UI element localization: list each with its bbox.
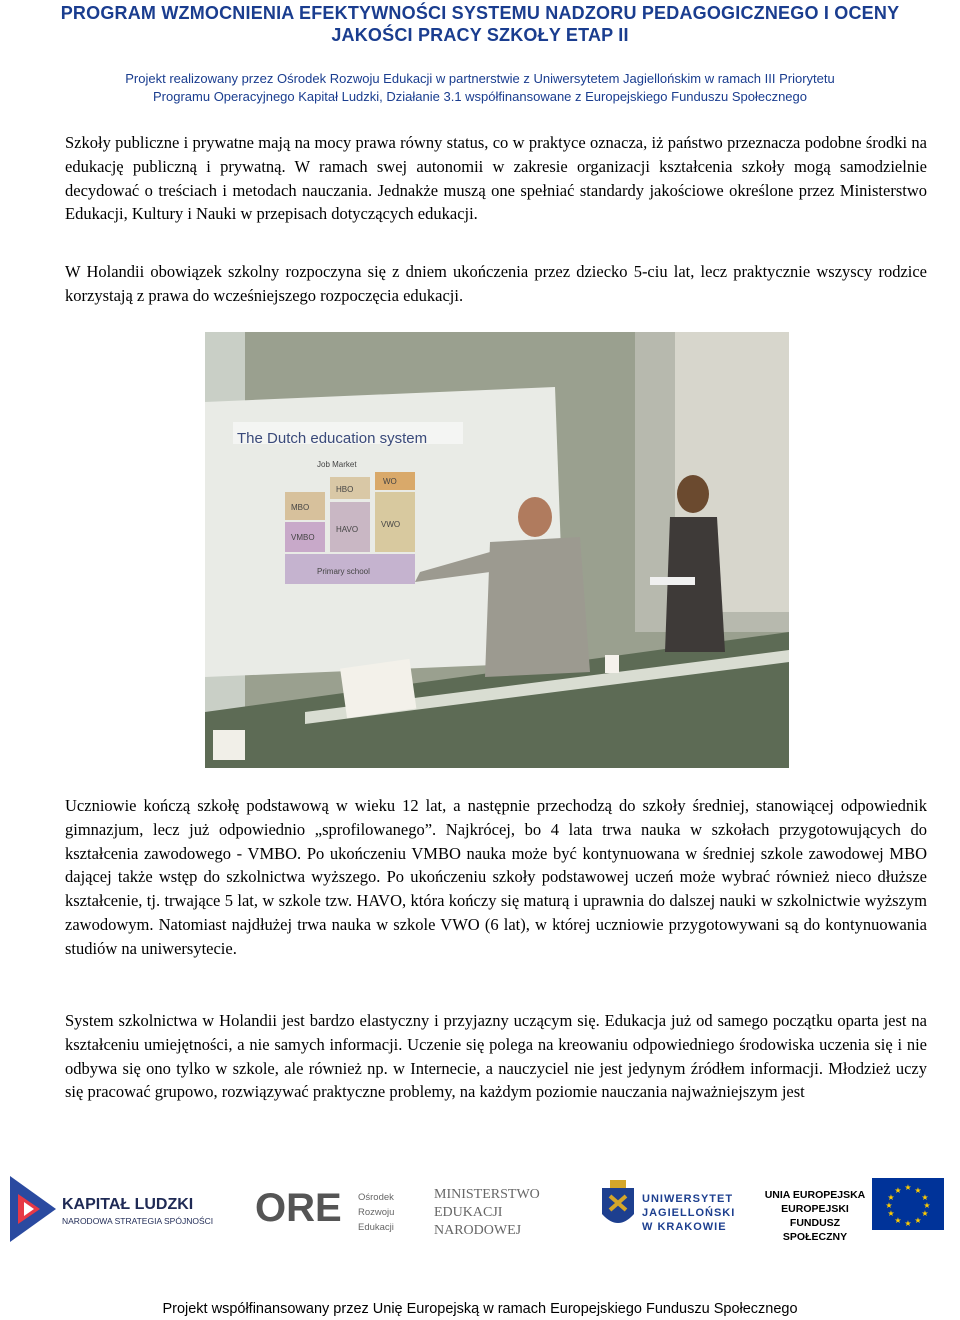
paragraph-secondary-schools: Uczniowie kończą szkołę podstawową w wieku 12 lat, a następnie przechodzą do szkoły średniej, stanowiącej odpowiednik gimnazjum, lecz już odpowiednio „sprofilowanego”. Najkrócej, bo 4 lata trwa nauka w szkołach przygotowujących do kształcenia zawodowego - VMBO. Po ukończeniu VMBO nauka może być kontynuowana w średniej szkole zawodowej MBO dającej także wstęp do szkolnictwa wyższego. Po ukończeniu szkoły podstawowej uczeń może wybrać również nieco dłuższe kształcenie, tj. trwające 5 lat, w szkole tzw. HAVO, która kończy się maturą i uprawnia do dalszej nauki w szkolnictwie wyższym zawodowym. Natomiast najdłużej trwa nauka w szkole VWO (6 lat), w której uczniowie przygotowywani są do kontynuowania studiów na uniwersytecie. [65, 796, 927, 958]
svg-text:★: ★ [904, 1183, 912, 1192]
svg-text:★: ★ [921, 1209, 929, 1218]
ore-logo-words: Ośrodek Rozwoju Edukacji [358, 1192, 395, 1233]
page-footer: Projekt współfinansowany przez Unię Europejską w ramach Europejskiego Funduszu Społecznego [162, 1301, 798, 1317]
svg-text:★: ★ [921, 1193, 929, 1202]
slide-label-havo: HAVO [336, 525, 359, 534]
kapital-ludzki-title: KAPITAŁ LUDZKI [62, 1196, 194, 1213]
ministry-logo: MINISTERSTWO EDUKACJI NARODOWEJ [434, 1187, 540, 1238]
uj-crest-icon [600, 1180, 636, 1232]
program-title [0, 2, 960, 46]
ore-logo-mark: ORE [255, 1186, 342, 1230]
project-info [0, 70, 960, 106]
project-info-line1: Projekt realizowany przez Ośrodek Rozwoju Edukacji w partnerstwie z Uniwersytetem Jagiellońskim w ramach III Priorytetu [125, 71, 835, 86]
svg-text:★: ★ [887, 1209, 895, 1218]
paragraph-system-flexibility: System szkolnictwa w Holandii jest bardzo elastyczny i przyjazny uczącym się. Edukacja już od samego początku oparta jest na kształceniu umiejętności, a nie samych informacji. Uczenie się polega na kreowaniu odpowiedniego środowiska uczenia się i nie odbywa się ono tylko w szkole, ale również np. w Internecie, a nauczyciel nie jest jedynym źródłem informacji. Młodzież uczy się pracować grupowo, rozwiązywać praktyczne problemy, na każdym poziomie nauczania najważniejszym jest [65, 1011, 927, 1102]
svg-text:★: ★ [885, 1201, 893, 1210]
svg-text:★: ★ [914, 1186, 922, 1195]
paragraph-compulsory-education: W Holandii obowiązek szkolny rozpoczyna się z dniem ukończenia przez dziecko 5-ciu lat, lecz praktycznie wszyscy rodzice korzystają z prawa do wcześniejszego rozpoczęcia edukacji. [65, 262, 927, 305]
svg-text:★: ★ [887, 1193, 895, 1202]
project-info-line2: Programu Operacyjnego Kapitał Ludzki, Działanie 3.1 współfinansowane z Europejskiego Funduszu Społecznego [153, 89, 807, 104]
kapital-ludzki-subtitle: NARODOWA STRATEGIA SPÓJNOŚCI [62, 1216, 214, 1226]
svg-text:★: ★ [904, 1219, 912, 1228]
kapital-ludzki-emblem-icon [10, 1176, 56, 1242]
eu-logo-text: UNIA EUROPEJSKA EUROPEJSKI FUNDUSZ SPOŁECZNY [764, 1189, 866, 1243]
slide-label-hbo: HBO [336, 485, 354, 494]
svg-text:★: ★ [894, 1186, 902, 1195]
svg-text:★: ★ [914, 1216, 922, 1225]
program-title-line2: JAKOŚCI PRACY SZKOŁY ETAP II [331, 25, 629, 45]
slide-label-vwo: VWO [381, 520, 401, 529]
eu-flag-icon [872, 1178, 944, 1230]
slide-label-vmbo: VMBO [291, 533, 315, 542]
uj-logo-text: UNIWERSYTET JAGIELLOŃSKI W KRAKOWIE [642, 1193, 736, 1233]
slide-title: The Dutch education system [237, 430, 428, 447]
presentation-photo [205, 332, 789, 768]
svg-text:★: ★ [923, 1201, 931, 1210]
slide-label-job-market: Job Market [317, 460, 357, 469]
logo-bar [0, 1172, 960, 1252]
svg-text:★: ★ [894, 1216, 902, 1225]
slide-label-mbo: MBO [291, 503, 310, 512]
slide-label-wo: WO [383, 477, 397, 486]
program-title-line1: PROGRAM WZMOCNIENIA EFEKTYWNOŚCI SYSTEMU NADZORU PEDAGOGICZNEGO I OCENY [60, 3, 900, 23]
slide-label-primary: Primary school [317, 567, 370, 576]
paragraph-school-status: Szkoły publiczne i prywatne mają na mocy prawa równy status, co w praktyce oznacza, iż państwo przeznacza podobne środki na edukację publiczną i prywatną. W ramach swej autonomii w zakresie organizacji kształcenia szkoły mogą samodzielnie decydować o treściach i metodach nauczania. Jednakże muszą one spełniać standardy jakościowe określone przez Ministerstwo Edukacji, Kultury i Nauki w przepisach dotyczących edukacji. [65, 133, 927, 224]
